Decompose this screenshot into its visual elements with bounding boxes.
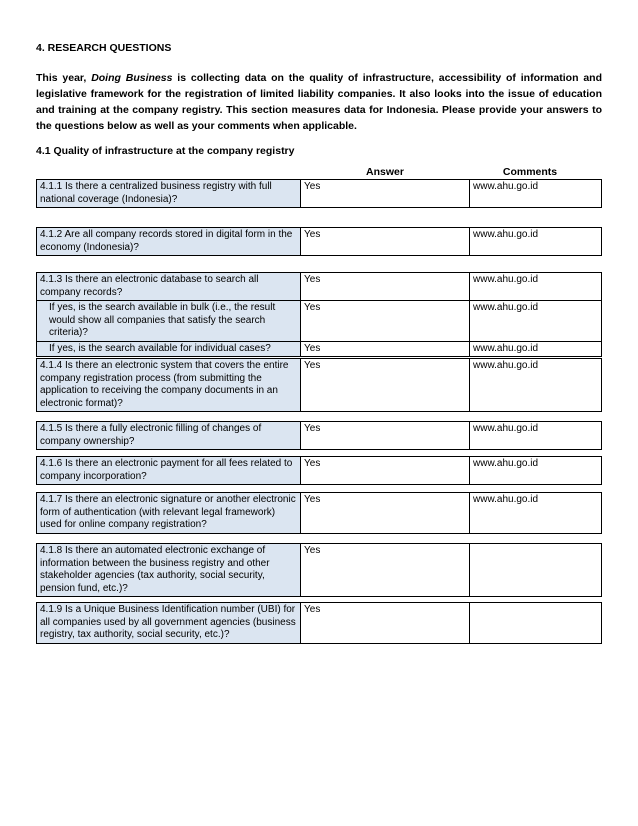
question-group <box>36 227 602 256</box>
answer-cell: Yes <box>301 422 470 450</box>
answer-cell: Yes <box>301 273 470 301</box>
intro-text-rest: is collecting data on the quality of infrastructure, accessibility of information and legislative framework for the registration of limited liability companies. It also looks into the issue of education and training at the company registry. This section measures data for Indonesia. Please provide your answers to the questions below as well as your comments when applicable. <box>36 72 602 132</box>
question-cell: 4.1.2 Are all company records stored in digital form in the economy (Indonesia)? <box>37 228 301 256</box>
answer-cell: Yes <box>301 493 470 534</box>
question-cell: 4.1.4 Is there an electronic system that covers the entire company registration process (from submitting the application to receiving the company documents in an electronic format)? <box>37 359 301 412</box>
comment-cell: www.ahu.go.id <box>470 228 602 256</box>
table-row <box>37 457 602 485</box>
comment-cell: www.ahu.go.id <box>470 273 602 301</box>
answer-cell: Yes <box>301 457 470 485</box>
answer-cell: Yes <box>301 228 470 256</box>
question-group <box>36 272 602 357</box>
question-group <box>36 456 602 485</box>
question-group <box>36 358 602 412</box>
question-cell: 4.1.1 Is there a centralized business registry with full national coverage (Indonesia)? <box>37 180 301 208</box>
comment-cell: www.ahu.go.id <box>470 457 602 485</box>
question-cell: 4.1.8 Is there an automated electronic exchange of information between the business registry and other stakeholder agencies (tax authority, social security, pension fund, etc.)? <box>37 544 301 597</box>
section-heading: 4. RESEARCH QUESTIONS <box>36 42 172 54</box>
table-row <box>37 359 602 412</box>
table-row <box>37 273 602 301</box>
table-row <box>37 493 602 534</box>
table-row <box>37 422 602 450</box>
answer-cell: Yes <box>301 301 470 342</box>
answer-cell: Yes <box>301 544 470 597</box>
table-row <box>37 603 602 644</box>
comment-cell: www.ahu.go.id <box>470 359 602 412</box>
answer-column-header: Answer <box>366 166 404 178</box>
table-row <box>37 544 602 597</box>
question-cell: 4.1.9 Is a Unique Business Identification number (UBI) for all companies used by all government agencies (business registry, tax authority, social security, etc.)? <box>37 603 301 644</box>
answer-cell: Yes <box>301 359 470 412</box>
question-cell: If yes, is the search available for individual cases? <box>37 341 301 357</box>
comment-cell: www.ahu.go.id <box>470 341 602 357</box>
comment-cell <box>470 544 602 597</box>
comment-cell: www.ahu.go.id <box>470 493 602 534</box>
table-row <box>37 341 602 357</box>
question-cell: 4.1.6 Is there an electronic payment for all fees related to company incorporation? <box>37 457 301 485</box>
subsection-heading: 4.1 Quality of infrastructure at the company registry <box>36 145 295 157</box>
question-group <box>36 179 602 208</box>
question-cell: 4.1.5 Is there a fully electronic filling of changes of company ownership? <box>37 422 301 450</box>
intro-paragraph <box>36 70 602 134</box>
comments-column-header: Comments <box>502 166 558 178</box>
answer-cell: Yes <box>301 603 470 644</box>
question-cell: If yes, is the search available in bulk (i.e., the result would show all companies that satisfy the search criteria)? <box>37 301 301 342</box>
question-group <box>36 602 602 644</box>
comment-cell <box>470 603 602 644</box>
table-row <box>37 180 602 208</box>
answer-cell: Yes <box>301 341 470 357</box>
question-group <box>36 492 602 534</box>
comment-cell: www.ahu.go.id <box>470 180 602 208</box>
question-cell: 4.1.7 Is there an electronic signature or another electronic form of authentication (with relevant legal framework) used for online company registration? <box>37 493 301 534</box>
table-row <box>37 301 602 342</box>
question-group <box>36 421 602 450</box>
intro-text-start: This year, <box>36 72 92 84</box>
question-cell: 4.1.3 Is there an electronic database to search all company records? <box>37 273 301 301</box>
intro-emphasis: Doing Business <box>91 72 173 84</box>
question-group <box>36 543 602 597</box>
comment-cell: www.ahu.go.id <box>470 301 602 342</box>
answer-cell: Yes <box>301 180 470 208</box>
table-row <box>37 228 602 256</box>
comment-cell: www.ahu.go.id <box>470 422 602 450</box>
